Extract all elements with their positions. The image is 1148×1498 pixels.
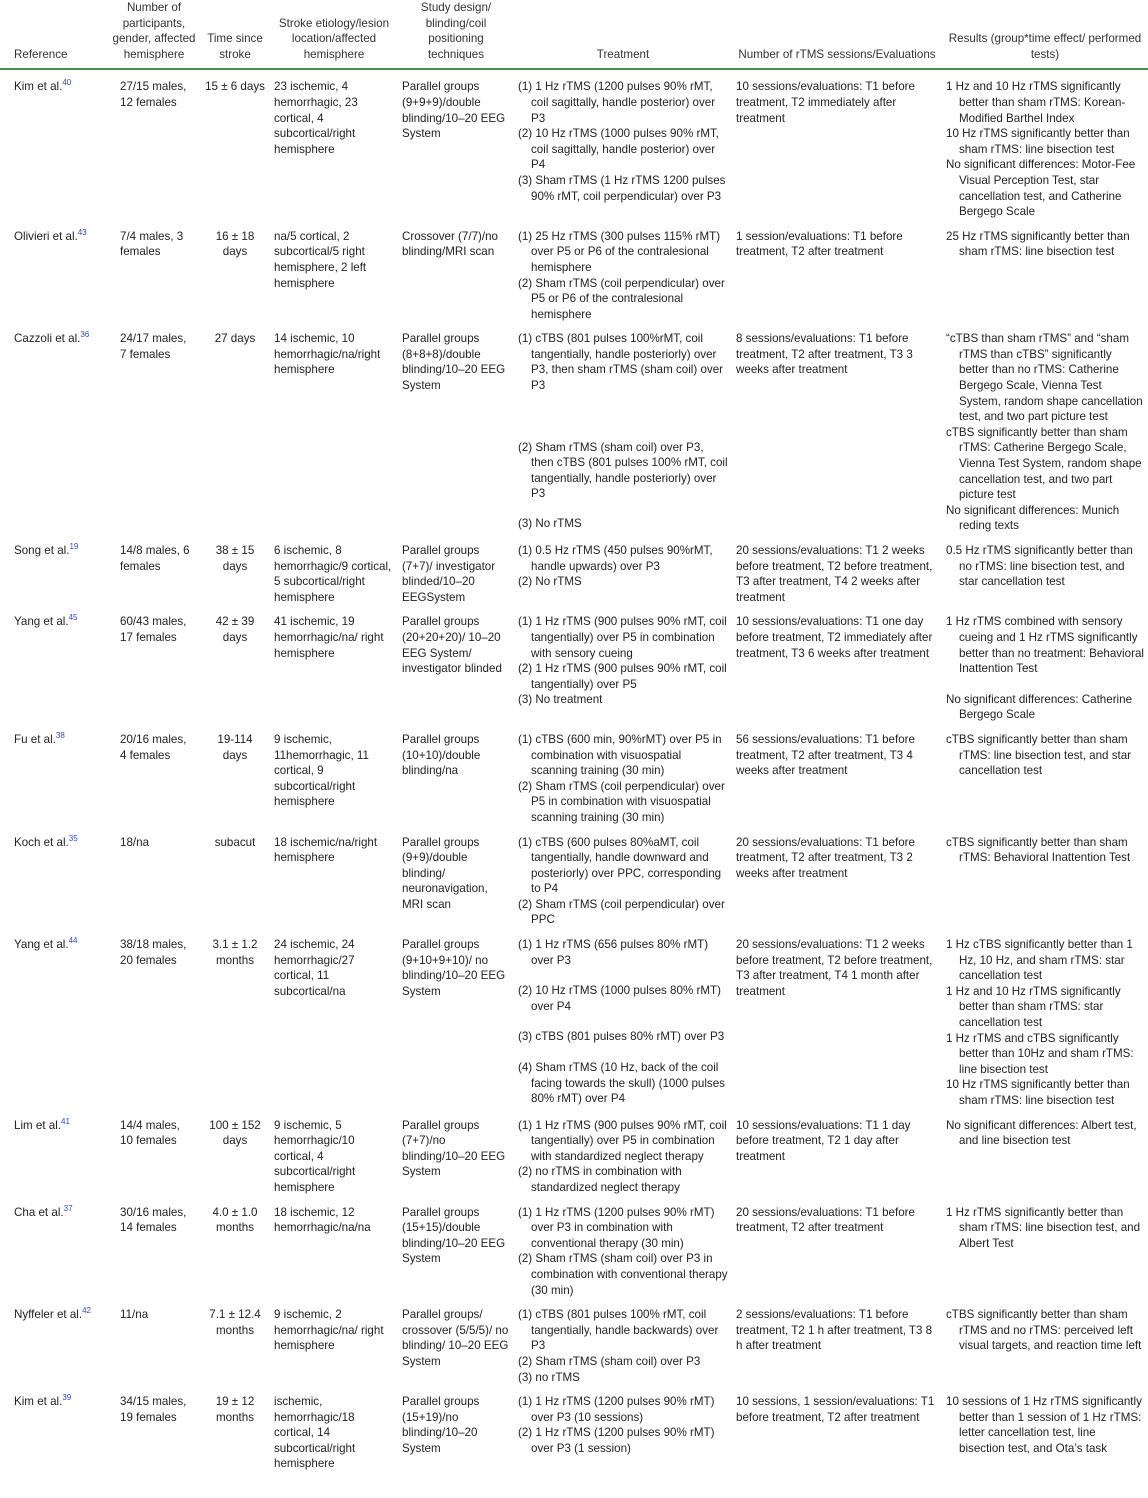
reference-name: Yang et al. bbox=[14, 615, 69, 629]
treatment-item: (2) Sham rTMS (coil perpendicular) over PPC bbox=[518, 897, 725, 927]
treatment-item: (1) 1 Hz rTMS (1200 pulses 90% rMT) over P3 in combination with conventional therapy (30 min) bbox=[518, 1205, 715, 1250]
table-header bbox=[0, 0, 1148, 69]
treatment-item: (1) cTBS (801 pulses 100% rMT, coil tangentially, handle backwards) over P3 bbox=[518, 1308, 719, 1353]
reference-name: Nyffeler et al. bbox=[14, 1308, 83, 1322]
reference-cell bbox=[0, 1109, 108, 1196]
header-participants: Number of participants, gender, affected hemisphere bbox=[108, 0, 200, 69]
reference-name: Kim et al. bbox=[14, 80, 63, 94]
results-cell bbox=[942, 69, 1148, 219]
time-cell: 100 ± 152 days bbox=[209, 1118, 261, 1148]
results-cell bbox=[942, 322, 1148, 534]
results-cell bbox=[942, 220, 1148, 323]
etiology-cell: 14 ischemic, 10 hemorrhagic/na/right hemisphere bbox=[274, 332, 381, 377]
reference-cell bbox=[0, 605, 108, 723]
time-cell: 4.0 ± 1.0 months bbox=[212, 1205, 258, 1235]
reference-name: Fu et al. bbox=[14, 732, 56, 746]
participants-cell: 20/16 males, 4 females bbox=[120, 732, 187, 762]
design-cell: Parallel groups (9+10+9+10)/ no blinding/10–20 EEG System bbox=[402, 938, 506, 998]
table-row bbox=[0, 723, 1148, 826]
participants-cell: 60/43 males, 17 females bbox=[120, 615, 187, 644]
sessions-cell: 10 sessions/evaluations: T1 before treatment, T2 immediately after treatment bbox=[736, 80, 915, 125]
participants-cell: 11/na bbox=[120, 1308, 149, 1322]
reference-citation-link[interactable]: 42 bbox=[82, 1306, 91, 1316]
header-time: Time since stroke bbox=[200, 0, 270, 69]
header-design: Study design/ blinding/coil positioning techniques bbox=[398, 0, 514, 69]
treatment-item: (2) no rTMS in combination with standardized neglect therapy bbox=[518, 1165, 682, 1194]
result-item: cTBS significantly better than sham rTMS: line bisection test, and star cancellation test bbox=[946, 732, 1132, 778]
treatment-item: (2) Sham rTMS (coil perpendicular) over P5 or P6 of the contralesional hemisphere bbox=[518, 276, 725, 321]
etiology-cell: 18 ischemic/na/right hemisphere bbox=[274, 835, 378, 865]
results-cell bbox=[942, 1385, 1148, 1472]
result-item: 1 Hz and 10 Hz rTMS significantly better than sham rTMS: star cancellation test bbox=[946, 984, 1121, 1030]
treatment-item: (2) 10 Hz rTMS (1000 pulses 90% rMT, coil sagittally, handle posterior) over P4 bbox=[518, 127, 720, 172]
treatment-cell bbox=[514, 1109, 732, 1196]
sessions-cell: 1 session/evaluations: T1 before treatment, T2 after treatment bbox=[736, 229, 903, 259]
treatment-item: (1) 1 Hz rTMS (656 pulses 80% rMT) over P3 bbox=[518, 938, 709, 967]
table-row bbox=[0, 1196, 1148, 1299]
etiology-cell: 6 ischemic, 8 hemorrhagic/9 cortical, 5 subcortical/right hemisphere bbox=[274, 544, 392, 604]
table-row bbox=[0, 826, 1148, 929]
result-item: cTBS significantly better than sham rTMS: Behavioral Inattention Test bbox=[946, 835, 1131, 865]
results-cell bbox=[942, 1109, 1148, 1196]
design-cell: Parallel groups/ crossover (5/5/5)/ no blinding/ 10–20 EEG System bbox=[402, 1308, 509, 1368]
reference-name: Lim et al. bbox=[14, 1118, 62, 1132]
sessions-cell: 2 sessions/evaluations: T1 before treatment, T2 1 h after treatment, T3 8 h after treatment bbox=[736, 1308, 933, 1353]
results-cell bbox=[942, 1196, 1148, 1299]
sessions-cell: 20 sessions/evaluations: T1 before treatment, T2 after treatment bbox=[736, 1205, 915, 1235]
design-cell: Parallel groups (20+20+20)/ 10–20 EEG System/ investigator blinded bbox=[402, 615, 502, 676]
etiology-cell: 24 ischemic, 24 hemorrhagic/27 cortical, 11 subcortical/na bbox=[274, 938, 355, 998]
reference-name: Kim et al. bbox=[14, 1395, 63, 1409]
header-etiology: Stroke etiology/lesion location/affected hemisphere bbox=[270, 0, 398, 69]
treatment-item: (3) no rTMS bbox=[518, 1370, 580, 1384]
participants-cell: 24/17 males, 7 females bbox=[120, 332, 187, 361]
result-item: 25 Hz rTMS significantly better than sham rTMS: line bisection test bbox=[946, 229, 1130, 259]
reference-citation-link[interactable]: 41 bbox=[61, 1116, 70, 1126]
participants-cell: 14/8 males, 6 females bbox=[120, 544, 190, 573]
header-sessions: Number of rTMS sessions/Evaluations bbox=[732, 0, 942, 69]
reference-cell bbox=[0, 723, 108, 826]
result-item: No significant differences: Motor-Fee Visual Perception Test, star cancellation test, and Catherine Bergego Scale bbox=[946, 158, 1136, 219]
etiology-cell: 9 ischemic, 2 hemorrhagic/na/ right hemisphere bbox=[274, 1308, 384, 1353]
treatment-item: (1) 1 Hz rTMS (900 pulses 90% rMT, coil tangentially) over P5 in combination with sensory cueing bbox=[518, 615, 727, 660]
sessions-cell: 10 sessions, 1 session/evaluations: T1 before treatment, T2 after treatment bbox=[736, 1395, 935, 1424]
treatment-item: (3) cTBS (801 pulses 80% rMT) over P3 bbox=[518, 1030, 725, 1044]
participants-cell: 34/15 males, 19 females bbox=[120, 1395, 187, 1424]
result-item: 1 Hz rTMS significantly better than sham rTMS: line bisection test, and Albert Test bbox=[946, 1205, 1141, 1250]
reference-citation-link[interactable]: 38 bbox=[55, 731, 65, 741]
time-cell: 38 ± 15 days bbox=[215, 544, 255, 573]
table-row bbox=[0, 220, 1148, 323]
participants-cell: 18/na bbox=[120, 835, 150, 849]
etiology-cell: ischemic, hemorrhagic/18 cortical, 14 subcortical/right hemisphere bbox=[274, 1395, 356, 1471]
result-item: No significant differences: Albert test, and line bisection test bbox=[946, 1118, 1137, 1148]
design-cell: Parallel groups (8+8+8)/double blinding/10–20 EEG System bbox=[402, 332, 506, 393]
design-cell: Crossover (7/7)/no blinding/MRI scan bbox=[402, 229, 499, 259]
treatment-cell bbox=[514, 220, 732, 323]
time-cell: subacut bbox=[214, 835, 256, 849]
treatment-cell bbox=[514, 928, 732, 1109]
treatment-cell bbox=[514, 1196, 732, 1299]
time-cell: 42 ± 39 days bbox=[215, 615, 255, 644]
design-cell: Parallel groups (9+9)/double blinding/ neuronavigation, MRI scan bbox=[402, 835, 488, 911]
treatment-item: (3) No rTMS bbox=[518, 517, 582, 531]
table-body bbox=[0, 69, 1148, 1472]
reference-citation-link[interactable]: 40 bbox=[62, 78, 72, 88]
treatment-item: (1) cTBS (801 pulses 100%rMT, coil tangentially, handle posteriorly) over P3, then sham rTMS (sham coil) over P3 bbox=[518, 332, 723, 393]
result-item: 0.5 Hz rTMS significantly better than no rTMS: line bisection test, and star cancellation test bbox=[946, 544, 1133, 589]
treatment-item: (3) Sham rTMS (1 Hz rTMS 1200 pulses 90% rMT, coil perpendicular) over P3 bbox=[518, 173, 726, 203]
reference-cell bbox=[0, 826, 108, 929]
reference-citation-link[interactable]: 39 bbox=[62, 1393, 72, 1403]
result-item: No significant differences: Munich reding texts bbox=[946, 503, 1120, 533]
reference-cell bbox=[0, 322, 108, 534]
treatment-cell bbox=[514, 322, 732, 534]
treatment-item: (2) Sham rTMS (sham coil) over P3, then cTBS (801 pulses 100% rMT, coil tangentially, handle posteriorly) over P3 bbox=[518, 440, 728, 501]
reference-name: Cha et al. bbox=[14, 1205, 64, 1219]
header-results: Results (group*time effect/ performed tests) bbox=[942, 0, 1148, 69]
treatment-cell bbox=[514, 69, 732, 219]
reference-cell bbox=[0, 69, 108, 219]
result-item: cTBS significantly better than sham rTMS and no rTMS: perceived left visual targets, and reaction time left bbox=[946, 1308, 1142, 1353]
results-cell bbox=[942, 605, 1148, 723]
result-item: No significant differences: Catherine Bergego Scale bbox=[946, 692, 1133, 722]
reference-citation-link[interactable]: 36 bbox=[80, 330, 90, 340]
result-item: 10 Hz rTMS significantly better than sham rTMS: line bisection test bbox=[946, 1078, 1130, 1107]
etiology-cell: na/5 cortical, 2 subcortical/5 right hemisphere, 2 left hemisphere bbox=[274, 229, 367, 290]
reference-citation-link[interactable]: 43 bbox=[77, 227, 87, 237]
reference-citation-link[interactable]: 37 bbox=[63, 1203, 73, 1213]
treatment-item: (1) cTBS (600 pulses 80%aMT, coil tangentially, handle downward and posteriorly) over PPC, corresponding to P4 bbox=[518, 835, 722, 896]
time-cell: 3.1 ± 1.2 months bbox=[212, 938, 258, 967]
reference-cell bbox=[0, 220, 108, 323]
etiology-cell: 23 ischemic, 4 hemorrhagic, 23 cortical, 4 subcortical/right hemisphere bbox=[274, 80, 358, 156]
time-cell: 27 days bbox=[214, 332, 256, 346]
treatment-item: (1) 1 Hz rTMS (1200 pulses 90% rMT, coil sagittally, handle posterior) over P3 bbox=[518, 80, 716, 125]
treatment-item: (1) 25 Hz rTMS (300 pulses 115% rMT) over P5 or P6 of the contralesional hemisphere bbox=[518, 229, 721, 274]
table-row bbox=[0, 605, 1148, 723]
reference-citation-link[interactable]: 35 bbox=[68, 833, 78, 843]
result-item: 1 Hz rTMS and cTBS significantly better than 10Hz and sham rTMS: line bisection test bbox=[946, 1031, 1134, 1076]
sessions-cell: 8 sessions/evaluations: T1 before treatment, T2 after treatment, T3 3 weeks after treatment bbox=[736, 332, 913, 377]
header-treatment: Treatment bbox=[514, 0, 732, 69]
treatment-item: (3) No treatment bbox=[518, 693, 603, 707]
time-cell: 16 ± 18 days bbox=[215, 229, 255, 259]
reference-name: Cazzoli et al. bbox=[14, 332, 81, 346]
treatment-item: (1) 0.5 Hz rTMS (450 pulses 90%rMT, handle upwards) over P3 bbox=[518, 544, 713, 573]
table-row bbox=[0, 1385, 1148, 1472]
treatment-cell bbox=[514, 605, 732, 723]
reference-citation-link[interactable]: 44 bbox=[68, 936, 78, 946]
treatment-item: (2) 1 Hz rTMS (900 pulses 90% rMT, coil tangentially) over P5 bbox=[518, 662, 727, 691]
design-cell: Parallel groups (9+9+9)/double blinding/10–20 EEG System bbox=[402, 80, 506, 141]
sessions-cell: 20 sessions/evaluations: T1 2 weeks before treatment, T2 before treatment, T3 after treatment, T4 1 month after treatment bbox=[736, 938, 933, 998]
participants-cell: 7/4 males, 3 females bbox=[120, 229, 184, 259]
result-item: 10 sessions of 1 Hz rTMS significantly better than 1 session of 1 Hz rTMS: letter cancellation test, line bisection test, and Ota’s task bbox=[946, 1395, 1142, 1455]
sessions-cell: 20 sessions/evaluations: T1 2 weeks before treatment, T2 before treatment, T3 after treatment, T4 2 weeks after treatment bbox=[736, 544, 933, 604]
table-row bbox=[0, 534, 1148, 605]
treatment-item: (2) No rTMS bbox=[518, 575, 582, 589]
time-cell: 19 ± 12 months bbox=[215, 1395, 255, 1424]
design-cell: Parallel groups (10+10)/double blinding/na bbox=[402, 732, 481, 778]
treatment-item: (2) 1 Hz rTMS (1200 pulses 90% rMT) over P3 (1 session) bbox=[518, 1426, 715, 1455]
table-row bbox=[0, 928, 1148, 1109]
reference-name: Olivieri et al. bbox=[14, 229, 78, 243]
etiology-cell: 9 ischemic, 5 hemorrhagic/10 cortical, 4 subcortical/right hemisphere bbox=[274, 1118, 356, 1194]
table-row bbox=[0, 69, 1148, 219]
treatment-item: (2) 10 Hz rTMS (1000 pulses 80% rMT) over P4 bbox=[518, 984, 721, 1013]
time-cell: 15 ± 6 days bbox=[205, 80, 265, 94]
design-cell: Parallel groups (15+19)/no blinding/10–20 System bbox=[402, 1395, 480, 1455]
results-cell bbox=[942, 928, 1148, 1109]
reference-name: Song et al. bbox=[14, 544, 70, 557]
reference-citation-link[interactable]: 45 bbox=[68, 613, 78, 623]
treatment-item: (1) cTBS (600 min, 90%rMT) over P5 in combination with visuospatial scanning training (30 min) bbox=[518, 732, 722, 778]
reference-name: Koch et al. bbox=[14, 835, 69, 849]
header-reference: Reference bbox=[0, 0, 108, 69]
result-item: “cTBS than sham rTMS” and “sham rTMS than cTBS” significantly better than no rTMS: Catherine Bergego Scale, Vienna Test System, random shape cancellation test, and two part picture test bbox=[946, 332, 1143, 424]
participants-cell: 38/18 males, 20 females bbox=[120, 938, 187, 967]
results-cell bbox=[942, 1298, 1148, 1385]
table-row bbox=[0, 1298, 1148, 1385]
participants-cell: 27/15 males, 12 females bbox=[120, 80, 187, 109]
time-cell: 7.1 ± 12.4 months bbox=[209, 1308, 261, 1337]
sessions-cell: 20 sessions/evaluations: T1 before treatment, T2 after treatment, T3 2 weeks after treatment bbox=[736, 835, 915, 880]
design-cell: Parallel groups (7+7)/no blinding/10–20 EEG System bbox=[402, 1118, 506, 1179]
treatment-item: (2) Sham rTMS (sham coil) over P3 in combination with conventional therapy (30 min) bbox=[518, 1252, 728, 1297]
result-item: 1 Hz cTBS significantly better than 1 Hz, 10 Hz, and sham rTMS: star cancellation test bbox=[946, 938, 1133, 983]
etiology-cell: 18 ischemic, 12 hemorrhagic/na/na bbox=[274, 1205, 371, 1235]
treatment-cell bbox=[514, 534, 732, 605]
results-cell bbox=[942, 826, 1148, 929]
reference-cell bbox=[0, 534, 108, 605]
sessions-cell: 10 sessions/evaluations: T1 1 day before treatment, T2 1 day after treatment bbox=[736, 1118, 911, 1163]
treatment-cell bbox=[514, 1385, 732, 1472]
etiology-cell: 9 ischemic, 11hemorrhagic, 11 cortical, 9 subcortical/right hemisphere bbox=[274, 732, 369, 809]
etiology-cell: 41 ischemic, 19 hemorrhagic/na/ right hemisphere bbox=[274, 615, 384, 660]
reference-cell bbox=[0, 928, 108, 1109]
participants-cell: 30/16 males, 14 females bbox=[120, 1205, 187, 1235]
result-item: 1 Hz and 10 Hz rTMS significantly better than sham rTMS: Korean-Modified Barthel Index bbox=[946, 80, 1126, 125]
design-cell: Parallel groups (7+7)/ investigator blinded/10–20 EEGSystem bbox=[402, 544, 496, 604]
treatment-item: (2) Sham rTMS (coil perpendicular) over P5 in combination with visuospatial scanning training (30 min) bbox=[518, 779, 725, 824]
reference-name: Yang et al. bbox=[14, 938, 69, 952]
reference-cell bbox=[0, 1298, 108, 1385]
reference-cell bbox=[0, 1196, 108, 1299]
results-cell bbox=[942, 723, 1148, 826]
treatment-item: (1) 1 Hz rTMS (1200 pulses 90% rMT) over P3 (10 sessions) bbox=[518, 1395, 715, 1424]
treatment-item: (2) Sham rTMS (sham coil) over P3 bbox=[518, 1354, 701, 1368]
treatment-cell bbox=[514, 1298, 732, 1385]
participants-cell: 14/4 males, 10 females bbox=[120, 1118, 180, 1148]
design-cell: Parallel groups (15+15)/double blinding/10–20 EEG System bbox=[402, 1205, 506, 1266]
table-row bbox=[0, 1109, 1148, 1196]
time-cell: 19-114 days bbox=[217, 732, 253, 762]
results-cell bbox=[942, 534, 1148, 605]
treatment-item: (4) Sham rTMS (10 Hz, back of the coil facing towards the skull) (1000 pulses 80% rMT) over P4 bbox=[518, 1061, 725, 1106]
reference-cell bbox=[0, 1385, 108, 1472]
treatment-cell bbox=[514, 826, 732, 929]
reference-citation-link[interactable]: 19 bbox=[69, 542, 79, 552]
treatment-cell bbox=[514, 723, 732, 826]
sessions-cell: 56 sessions/evaluations: T1 before treatment, T2 after treatment, T3 4 weeks after treatment bbox=[736, 732, 915, 778]
sessions-cell: 10 sessions/evaluations: T1 one day before treatment, T2 immediately after treatment, T3 6 weeks after treatment bbox=[736, 615, 933, 660]
result-item: 10 Hz rTMS significantly better than sham rTMS: line bisection test bbox=[946, 127, 1130, 156]
table-row bbox=[0, 322, 1148, 534]
result-item: 1 Hz rTMS combined with sensory cueing and 1 Hz rTMS significantly better than no treatment: Behavioral Inattention Test bbox=[946, 615, 1144, 676]
treatment-item: (1) 1 Hz rTMS (900 pulses 90% rMT, coil tangentially) over P5 in combination with standardized neglect therapy bbox=[518, 1118, 727, 1163]
result-item: cTBS significantly better than sham rTMS: Catherine Bergego Scale, Vienna Test System, random shape cancellation test, and two part picture test bbox=[946, 425, 1142, 502]
